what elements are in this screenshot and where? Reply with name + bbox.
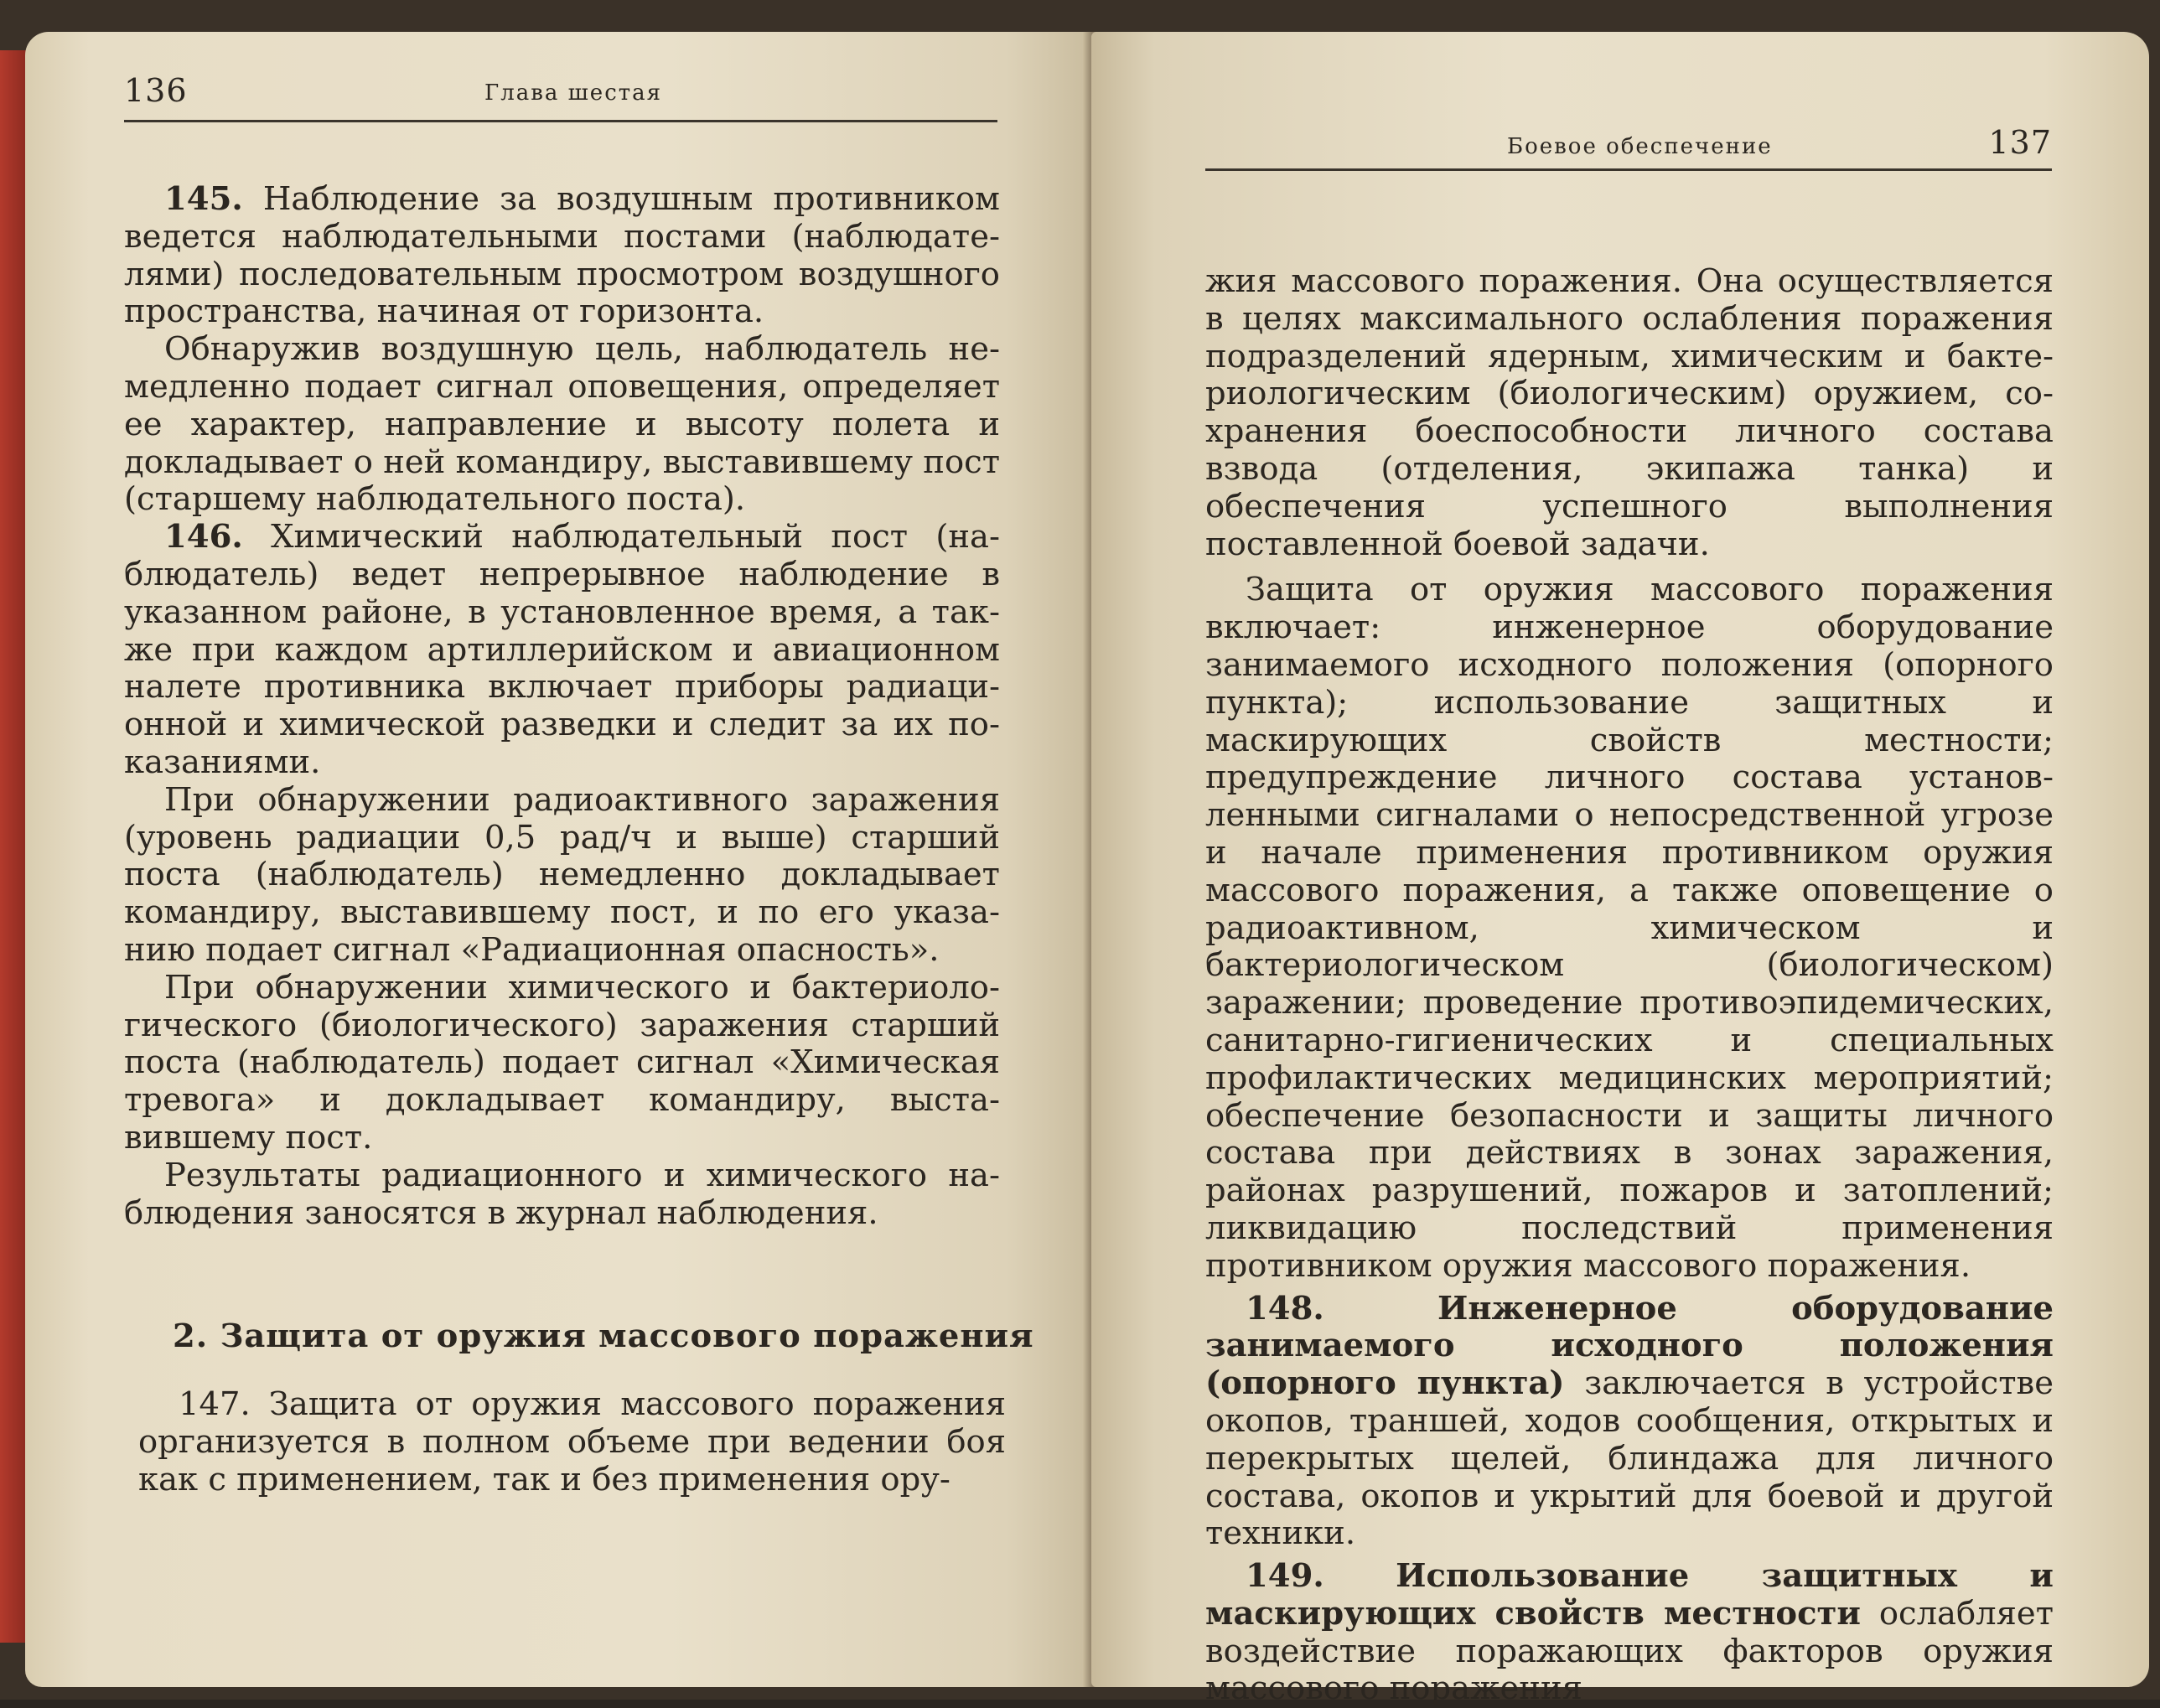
paragraph-text: Результаты радиационного и химического наблюдения заносятся в журнал наблюдения. <box>124 1156 1000 1232</box>
paragraph <box>124 1157 1000 1233</box>
book-cover-edge <box>0 50 28 1643</box>
paragraph-text: заключается в устройстве окопов, траншей, ходов сообщения, открытых и перекрытых щелей, блиндажа для личного состава, окопов и укрытий для боевой и другой техники. <box>1205 1364 2054 1553</box>
paragraph <box>124 519 1000 782</box>
header-rule <box>1205 168 2052 171</box>
left-page-text-bottom <box>138 1386 1006 1498</box>
paragraph-number: 149. <box>1246 1557 1324 1596</box>
left-page-header <box>124 69 997 122</box>
right-page-header <box>1205 117 2052 171</box>
paragraph <box>124 970 1000 1157</box>
paragraph-text: Защита от оружия массового поражения включает: инженерное оборудование занимаемого исходного положения (опорного пункта); использование защитных и маскирующих свойств местности; предупреждение личного состава установленными сигналами о непосредственной угрозе и начале применения противником оружия массового поражения, а также оповещение о радиоактивном, химическом и бактериологическом (биологическом) заражении; проведение противоэпидемических, санитарно-гигиенических и специальных профилактических медицинских мероприятий; обеспечение безопасности и защиты личного состава при действиях в зонах заражения, районах разрушений, пожаров и затоплений; ликвидацию последствий применения противником оружия массового поражения. <box>1205 571 2054 1285</box>
right-running-head: Боевое обеспечение <box>1507 134 1773 159</box>
header-rule <box>124 120 997 122</box>
paragraph-lead: Инженерное оборудование занимаемого исходного положения (опорного пункта) <box>1205 1289 2054 1403</box>
paragraph-text: жия массового поражения. Она осуществляется в целях максимального ослабления поражения подразделений ядерным, химическим и бактериологическим (биологическим) оружием, сохранения боеспособности личного состава взвода (отделения, экипажа танка) и обеспечения успешного выполнения поставленной боевой задачи. <box>1205 262 2054 563</box>
paragraph <box>1205 263 2054 563</box>
paragraph-number: 148. <box>1246 1289 1324 1328</box>
paragraph-text: Химический наблюдательный пост (наблюдатель) ведет непрерывное наблюдение в указанном районе, в установленное время, а также при каждом артиллерийском и авиационном налете противника включает приборы радиационной и химической разведки и следит за их показаниями. <box>124 518 1000 781</box>
left-page-text-top <box>124 181 1000 1232</box>
paragraph-text: Обнаружив воздушную цель, наблюдатель немедленно подает сигнал оповещения, определяет ее характер, направление и высоту полета и докладывает о ней командиру, выставившему пост (старшему наблюдательного поста). <box>124 330 1000 519</box>
paragraph <box>1205 1558 2054 1708</box>
paragraph <box>138 1386 1006 1498</box>
paragraph-number: 145. <box>164 180 243 218</box>
paragraph-number: 146. <box>164 518 243 556</box>
section-heading: 2. Защита от оружия массового поражения <box>173 1317 1034 1355</box>
paragraph <box>1205 1291 2054 1554</box>
paragraph-text: Наблюдение за воздушным противником ведется наблюдательными постами (наблюдателями) последовательным просмотром воздушного пространства, начиная от горизонта. <box>124 180 1000 331</box>
paragraph-number: 147. <box>179 1385 251 1423</box>
left-page-number: 136 <box>124 72 188 109</box>
paragraph <box>1205 572 2054 1285</box>
paragraph-text: ослабляет воздействие поражающих факторов оружия массового поражения <box>1205 1594 2054 1708</box>
paragraph <box>124 181 1000 331</box>
paragraph-text: При обнаружении радиоактивного заражения (уровень радиации 0,5 рад/ч и выше) старший поста (наблюдатель) немедленно докладывает командиру, выставившему пост, и по его указанию подает сигнал «Радиационная опасность». <box>124 780 1000 969</box>
right-page-number: 137 <box>1988 124 2052 161</box>
paragraph <box>124 331 1000 519</box>
right-page <box>1091 32 2149 1708</box>
paragraph-text: При обнаружении химического и бактериологического (биологического) заражения старший поста (наблюдатель) подает сигнал «Химическая тревога» и докладывает командиру, выставившему пост. <box>124 968 1000 1157</box>
paragraph-lead: Использование защитных и маскирующих свойств местности <box>1205 1557 2054 1633</box>
paragraph <box>124 782 1000 970</box>
paragraph-text: Защита от оружия массового поражения организуется в полном объеме при ведении боя как с применением, так и без применения ору- <box>138 1385 1006 1498</box>
right-page-text <box>1205 258 2054 1708</box>
left-running-head: Глава шестая <box>484 80 663 106</box>
left-page <box>25 32 1091 1687</box>
